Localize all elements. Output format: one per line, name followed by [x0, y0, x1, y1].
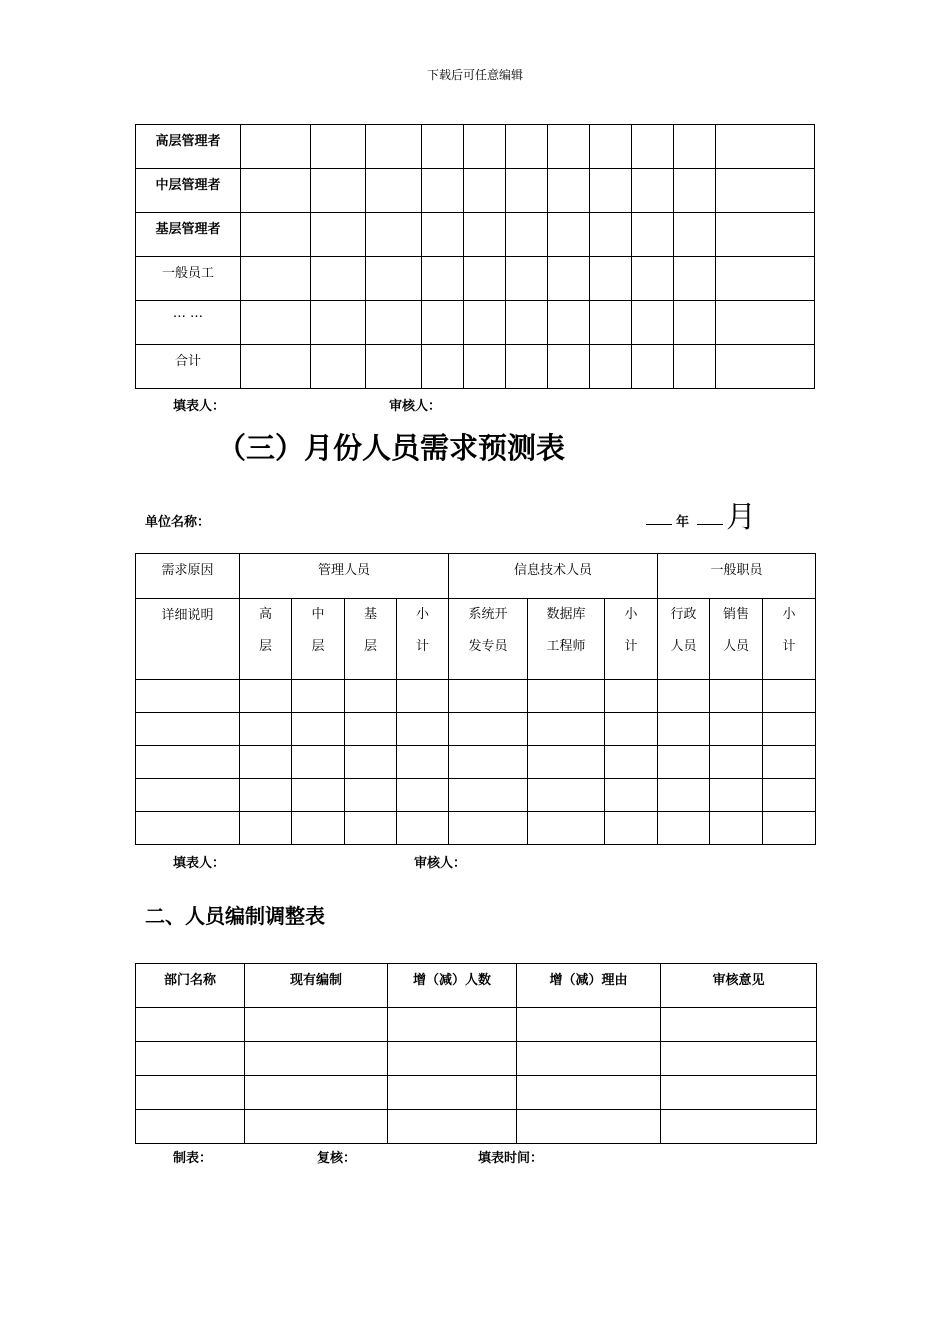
month-label: 月 — [726, 500, 756, 535]
empty-cell[interactable] — [658, 680, 710, 713]
empty-cell[interactable] — [245, 1042, 388, 1076]
row-label: … … — [136, 301, 241, 345]
empty-cell[interactable] — [548, 301, 590, 345]
empty-cell[interactable] — [292, 812, 345, 845]
table-row — [136, 779, 816, 812]
empty-cell[interactable] — [292, 680, 345, 713]
empty-cell[interactable] — [506, 169, 548, 213]
empty-cell[interactable] — [658, 746, 710, 779]
table-row — [136, 1076, 817, 1110]
empty-cell[interactable] — [763, 779, 816, 812]
empty-cell[interactable] — [661, 1008, 817, 1042]
empty-cell[interactable] — [136, 1008, 245, 1042]
empty-cell[interactable] — [506, 345, 548, 389]
empty-cell[interactable] — [517, 1110, 661, 1144]
empty-cell[interactable] — [464, 169, 506, 213]
table-row — [136, 345, 815, 389]
empty-cell[interactable] — [136, 713, 240, 746]
demand-forecast-table — [135, 553, 816, 845]
year-label: 年 — [676, 515, 690, 530]
made-by-label: 制表： — [173, 1151, 213, 1166]
staffing-adjustment-table — [135, 963, 817, 1144]
empty-cell[interactable] — [517, 1008, 661, 1042]
empty-cell[interactable] — [710, 779, 763, 812]
table-row — [136, 1042, 817, 1076]
empty-cell[interactable] — [464, 125, 506, 169]
empty-cell[interactable] — [506, 213, 548, 257]
empty-cell[interactable] — [292, 713, 345, 746]
row-label: 一般员工 — [136, 257, 241, 301]
filler-label-2: 填表人： — [173, 856, 226, 871]
empty-cell[interactable] — [658, 812, 710, 845]
empty-cell[interactable] — [366, 213, 422, 257]
col-dept-name: 部门名称 — [136, 964, 245, 1008]
empty-cell[interactable] — [528, 812, 605, 845]
table-row — [136, 125, 815, 169]
empty-cell[interactable] — [464, 301, 506, 345]
empty-cell[interactable] — [763, 812, 816, 845]
empty-cell[interactable] — [241, 125, 311, 169]
table-row — [136, 1008, 817, 1042]
empty-cell[interactable] — [241, 169, 311, 213]
table-row — [136, 680, 816, 713]
empty-cell[interactable] — [240, 713, 292, 746]
empty-cell[interactable] — [422, 213, 464, 257]
section2-title: 二、人员编制调整表 — [145, 904, 325, 928]
unit-name-label: 单位名称： — [145, 515, 211, 530]
empty-cell[interactable] — [716, 125, 815, 169]
empty-cell[interactable] — [632, 125, 674, 169]
empty-cell[interactable] — [240, 680, 292, 713]
empty-cell[interactable] — [716, 213, 815, 257]
empty-cell[interactable] — [632, 213, 674, 257]
empty-cell[interactable] — [136, 812, 240, 845]
empty-cell[interactable] — [241, 257, 311, 301]
fill-time-label: 填表时间： — [478, 1151, 544, 1166]
empty-cell[interactable] — [245, 1076, 388, 1110]
table-row — [136, 257, 815, 301]
empty-cell[interactable] — [548, 169, 590, 213]
empty-cell[interactable] — [661, 1110, 817, 1144]
empty-cell[interactable] — [464, 345, 506, 389]
row-label: 中层管理者 — [136, 169, 241, 213]
sub-header: 小 计 — [605, 599, 658, 680]
empty-cell[interactable] — [674, 213, 716, 257]
empty-cell[interactable] — [548, 213, 590, 257]
empty-cell[interactable] — [590, 301, 632, 345]
table-row — [136, 169, 815, 213]
empty-cell[interactable] — [506, 257, 548, 301]
empty-cell[interactable] — [517, 1076, 661, 1110]
empty-cell[interactable] — [366, 301, 422, 345]
empty-cell[interactable] — [241, 213, 311, 257]
empty-cell[interactable] — [397, 812, 449, 845]
empty-cell[interactable] — [240, 779, 292, 812]
sub-header: 基 层 — [345, 599, 397, 680]
empty-cell[interactable] — [674, 257, 716, 301]
empty-cell[interactable] — [366, 169, 422, 213]
empty-cell[interactable] — [590, 213, 632, 257]
empty-cell[interactable] — [710, 746, 763, 779]
empty-cell[interactable] — [590, 169, 632, 213]
empty-cell[interactable] — [548, 345, 590, 389]
detail-header: 详细说明 — [136, 599, 240, 680]
reviewer-label-1: 审核人： — [389, 399, 442, 414]
empty-cell[interactable] — [590, 257, 632, 301]
empty-cell[interactable] — [605, 713, 658, 746]
empty-cell[interactable] — [240, 746, 292, 779]
empty-cell[interactable] — [517, 1042, 661, 1076]
empty-cell[interactable] — [506, 301, 548, 345]
empty-cell[interactable] — [528, 680, 605, 713]
empty-cell[interactable] — [716, 169, 815, 213]
row-label: 高层管理者 — [136, 125, 241, 169]
empty-cell[interactable] — [716, 301, 815, 345]
empty-cell[interactable] — [388, 1110, 517, 1144]
empty-cell[interactable] — [605, 746, 658, 779]
empty-cell[interactable] — [311, 213, 366, 257]
empty-cell[interactable] — [449, 746, 528, 779]
empty-cell[interactable] — [658, 713, 710, 746]
empty-cell[interactable] — [136, 1110, 245, 1144]
empty-cell[interactable] — [449, 812, 528, 845]
empty-cell[interactable] — [245, 1110, 388, 1144]
empty-cell[interactable] — [716, 257, 815, 301]
empty-cell[interactable] — [632, 169, 674, 213]
month-blank — [697, 524, 723, 525]
table-row — [136, 713, 816, 746]
empty-cell[interactable] — [674, 345, 716, 389]
empty-cell[interactable] — [292, 746, 345, 779]
empty-cell[interactable] — [397, 779, 449, 812]
empty-cell[interactable] — [710, 680, 763, 713]
empty-cell[interactable] — [397, 713, 449, 746]
empty-cell[interactable] — [763, 746, 816, 779]
empty-cell[interactable] — [763, 680, 816, 713]
reviewer-label-2: 审核人： — [414, 856, 467, 871]
empty-cell[interactable] — [136, 1042, 245, 1076]
empty-cell[interactable] — [548, 257, 590, 301]
empty-cell[interactable] — [345, 812, 397, 845]
table-row — [136, 746, 816, 779]
empty-cell[interactable] — [506, 125, 548, 169]
table-row — [136, 213, 815, 257]
section3-title: （三）月份人员需求预测表 — [217, 431, 566, 465]
sub-header: 系统开 发专员 — [449, 599, 528, 680]
col-current-staffing: 现有编制 — [245, 964, 388, 1008]
empty-cell[interactable] — [528, 713, 605, 746]
empty-cell[interactable] — [661, 1076, 817, 1110]
empty-cell[interactable] — [658, 779, 710, 812]
empty-cell[interactable] — [632, 257, 674, 301]
empty-cell[interactable] — [528, 779, 605, 812]
empty-cell[interactable] — [449, 680, 528, 713]
empty-cell[interactable] — [366, 125, 422, 169]
empty-cell[interactable] — [464, 257, 506, 301]
empty-cell[interactable] — [674, 301, 716, 345]
empty-cell[interactable] — [605, 779, 658, 812]
sub-header: 小 计 — [397, 599, 449, 680]
empty-cell[interactable] — [366, 257, 422, 301]
group-management-header: 管理人员 — [240, 554, 449, 599]
empty-cell[interactable] — [311, 345, 366, 389]
recheck-label: 复核： — [317, 1151, 357, 1166]
sub-header: 销售 人员 — [710, 599, 763, 680]
empty-cell[interactable] — [422, 125, 464, 169]
col-change-reason: 增（减）理由 — [517, 964, 661, 1008]
empty-cell[interactable] — [422, 301, 464, 345]
empty-cell[interactable] — [388, 1076, 517, 1110]
col-review-opinion: 审核意见 — [661, 964, 817, 1008]
empty-cell[interactable] — [136, 680, 240, 713]
empty-cell[interactable] — [397, 746, 449, 779]
sub-header: 行政 人员 — [658, 599, 710, 680]
empty-cell[interactable] — [716, 345, 815, 389]
empty-cell[interactable] — [710, 812, 763, 845]
empty-cell[interactable] — [366, 345, 422, 389]
sub-header: 小 计 — [763, 599, 816, 680]
year-blank — [646, 524, 672, 525]
empty-cell[interactable] — [605, 680, 658, 713]
empty-cell[interactable] — [548, 125, 590, 169]
table-row — [136, 812, 816, 845]
empty-cell[interactable] — [241, 345, 311, 389]
empty-cell[interactable] — [345, 680, 397, 713]
empty-cell[interactable] — [311, 257, 366, 301]
empty-cell[interactable] — [632, 301, 674, 345]
empty-cell[interactable] — [241, 301, 311, 345]
empty-cell[interactable] — [345, 713, 397, 746]
empty-cell[interactable] — [605, 812, 658, 845]
table-row — [136, 1110, 817, 1144]
group-it-header: 信息技术人员 — [449, 554, 658, 599]
empty-cell[interactable] — [388, 1042, 517, 1076]
sub-header: 高 层 — [240, 599, 292, 680]
empty-cell[interactable] — [136, 779, 240, 812]
reason-header: 需求原因 — [136, 554, 240, 599]
empty-cell[interactable] — [449, 713, 528, 746]
empty-cell[interactable] — [590, 125, 632, 169]
empty-cell[interactable] — [632, 345, 674, 389]
empty-cell[interactable] — [311, 125, 366, 169]
empty-cell[interactable] — [464, 213, 506, 257]
empty-cell[interactable] — [345, 746, 397, 779]
row-label: 基层管理者 — [136, 213, 241, 257]
filler-label-1: 填表人： — [173, 399, 226, 414]
empty-cell[interactable] — [388, 1008, 517, 1042]
empty-cell[interactable] — [397, 680, 449, 713]
empty-cell[interactable] — [590, 345, 632, 389]
empty-cell[interactable] — [136, 1076, 245, 1110]
empty-cell[interactable] — [422, 345, 464, 389]
group-general-header: 一般职员 — [658, 554, 816, 599]
empty-cell[interactable] — [528, 746, 605, 779]
empty-cell[interactable] — [422, 257, 464, 301]
empty-cell[interactable] — [763, 713, 816, 746]
staff-level-table — [135, 124, 815, 389]
empty-cell[interactable] — [710, 713, 763, 746]
empty-cell[interactable] — [292, 779, 345, 812]
empty-cell[interactable] — [674, 125, 716, 169]
table-row — [136, 301, 815, 345]
sub-header: 中 层 — [292, 599, 345, 680]
empty-cell[interactable] — [674, 169, 716, 213]
col-change-count: 增（减）人数 — [388, 964, 517, 1008]
empty-cell[interactable] — [240, 812, 292, 845]
empty-cell[interactable] — [136, 746, 240, 779]
empty-cell[interactable] — [245, 1008, 388, 1042]
row-label: 合计 — [136, 345, 241, 389]
empty-cell[interactable] — [311, 169, 366, 213]
empty-cell[interactable] — [661, 1042, 817, 1076]
empty-cell[interactable] — [345, 779, 397, 812]
empty-cell[interactable] — [449, 779, 528, 812]
empty-cell[interactable] — [422, 169, 464, 213]
header-note: 下载后可任意编辑 — [426, 68, 523, 82]
sub-header: 数据库 工程师 — [528, 599, 605, 680]
empty-cell[interactable] — [311, 301, 366, 345]
